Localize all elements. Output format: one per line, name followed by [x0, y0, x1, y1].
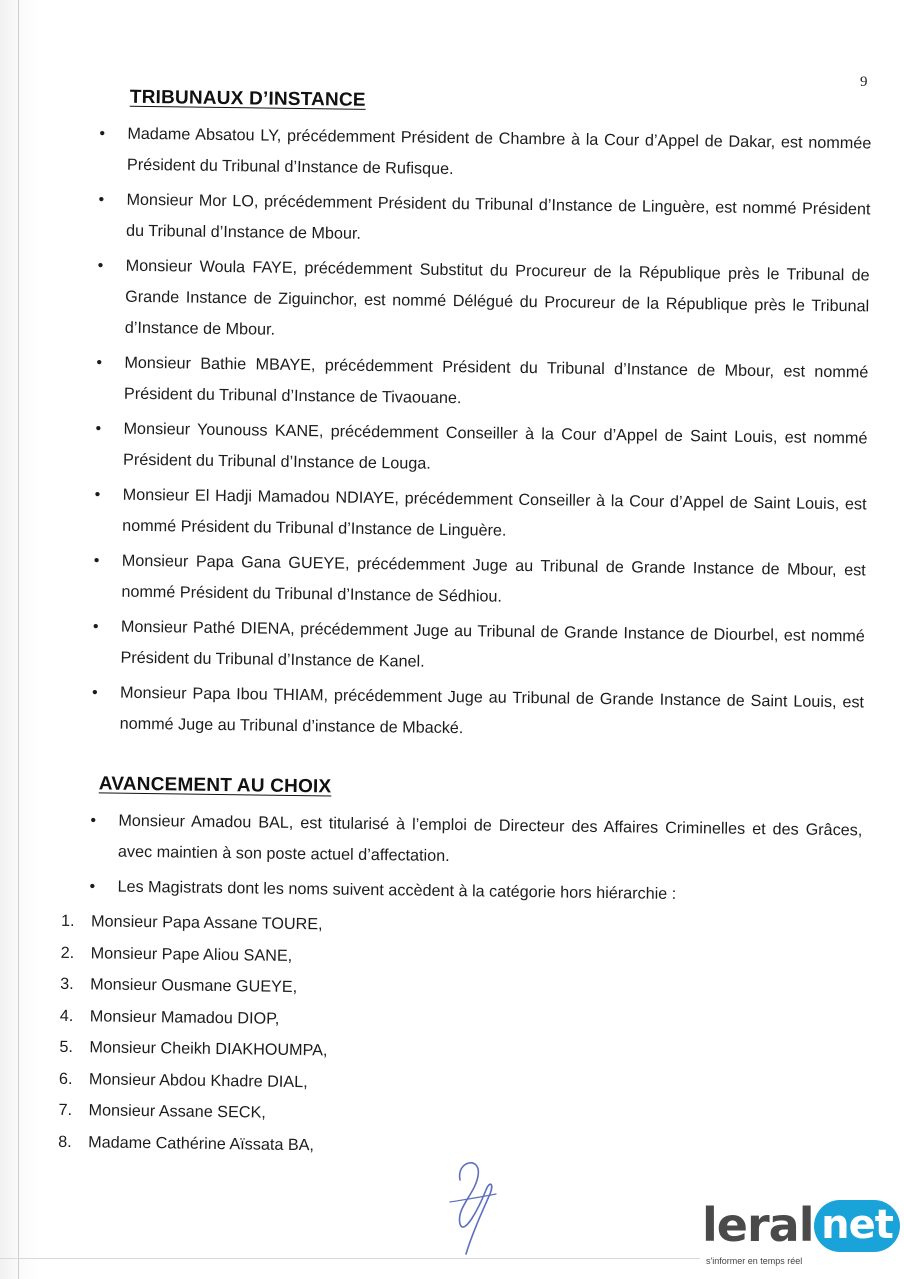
list-item: • Monsieur Amadou BAL, est titularisé à l’emploi de Directeur des Affaires Criminelles et des Grâces, avec maintien à son poste actuel d’affectation.: [62, 805, 863, 877]
bullet-icon: •: [95, 420, 102, 438]
logo-badge: net: [814, 1200, 900, 1252]
bullet-icon: •: [90, 812, 97, 830]
bullet-list-avancement: [61, 805, 862, 912]
page-number: 9: [860, 74, 868, 90]
list-item: 5. Monsieur Cheikh DIAKHOUMPA,: [59, 1037, 328, 1060]
handwritten-signature-icon: [420, 1150, 510, 1260]
list-item: 3. Monsieur Ousmane GUEYE,: [60, 974, 298, 997]
list-item: 1. Monsieur Papa Assane TOURE,: [60, 911, 323, 934]
bullet-icon: •: [89, 878, 96, 896]
list-item: 8. Madame Cathérine Aïssata BA,: [58, 1132, 315, 1154]
list-item: 4. Monsieur Mamadou DIOP,: [59, 1006, 280, 1028]
list-item: • Les Magistrats dont les noms suivent accèdent à la catégorie hors hiérarchie :: [61, 871, 861, 912]
page-edge-rule: [18, 0, 19, 1279]
numbered-list-magistrats: [58, 906, 861, 1168]
page-bottom-rule: [0, 1258, 700, 1259]
list-item: • Monsieur Bathie MBAYE, précédemment Président du Tribunal d’Instance de Mbour, est nommé Président du Tribunal d’Instance de Tivaouane.: [68, 347, 869, 419]
bullet-icon: •: [98, 191, 105, 209]
bullet-icon: •: [93, 552, 100, 570]
list-item: • Monsieur Mor LO, précédemment Président du Tribunal d’Instance de Linguère, est nommé Président du Tribunal d’Instance de Mbour.: [70, 184, 871, 256]
list-item: • Monsieur El Hadji Mamadou NDIAYE, précédemment Conseiller à la Cour d’Appel de Saint Louis, est nommé Président du Tribunal d’Instance de Linguère.: [66, 479, 867, 551]
list-item: • Monsieur Woula FAYE, précédemment Substitut du Procureur de la République près le Tribunal de Grande Instance de Ziguinchor, est nommé Délégué du Procureur de la République près le Tribunal d’Instance de Mbour.: [69, 250, 870, 353]
list-item: 7. Monsieur Assane SECK,: [58, 1100, 266, 1122]
bullet-icon: •: [91, 684, 98, 702]
list-item: • Monsieur Pathé DIENA, précédemment Juge au Tribunal de Grande Instance de Diourbel, est nommé Président du Tribunal d’Instance de Kanel.: [64, 611, 865, 683]
bullet-icon: •: [92, 618, 99, 636]
section-heading-tribunaux: TRIBUNAUX D’INSTANCE: [129, 86, 366, 111]
section-heading-avancement: AVANCEMENT AU CHOIX: [98, 773, 332, 798]
list-item: • Monsieur Papa Gana GUEYE, précédemment Juge au Tribunal de Grande Instance de Mbour, est nommé Président du Tribunal d’Instance de Sédhiou.: [65, 545, 866, 617]
list-item: 2. Monsieur Pape Aliou SANE,: [60, 943, 293, 965]
bullet-icon: •: [96, 354, 103, 372]
bullet-list-tribunaux: [63, 118, 871, 749]
list-item: • Monsieur Papa Ibou THIAM, précédemment Juge au Tribunal de Grande Instance de Saint Louis, est nommé Juge au Tribunal d’instance de Mbacké.: [63, 677, 864, 749]
logo-word: leral: [702, 1198, 814, 1252]
list-item: • Monsieur Younouss KANE, précédemment Conseiller à la Cour d’Appel de Saint Louis, est nommé Président du Tribunal d’Instance de Louga.: [67, 413, 868, 485]
bullet-icon: •: [97, 257, 104, 275]
leralnet-logo: [702, 1198, 902, 1270]
document-body: [58, 86, 872, 1168]
logo-tagline: s'informer en temps réel: [706, 1256, 803, 1266]
list-item: • Madame Absatou LY, précédemment Président de Chambre à la Cour d’Appel de Dakar, est nommée Président du Tribunal d’Instance de Rufisque.: [71, 118, 872, 190]
list-item: 6. Monsieur Abdou Khadre DIAL,: [58, 1069, 308, 1091]
bullet-icon: •: [94, 486, 101, 504]
bullet-icon: •: [99, 125, 106, 143]
